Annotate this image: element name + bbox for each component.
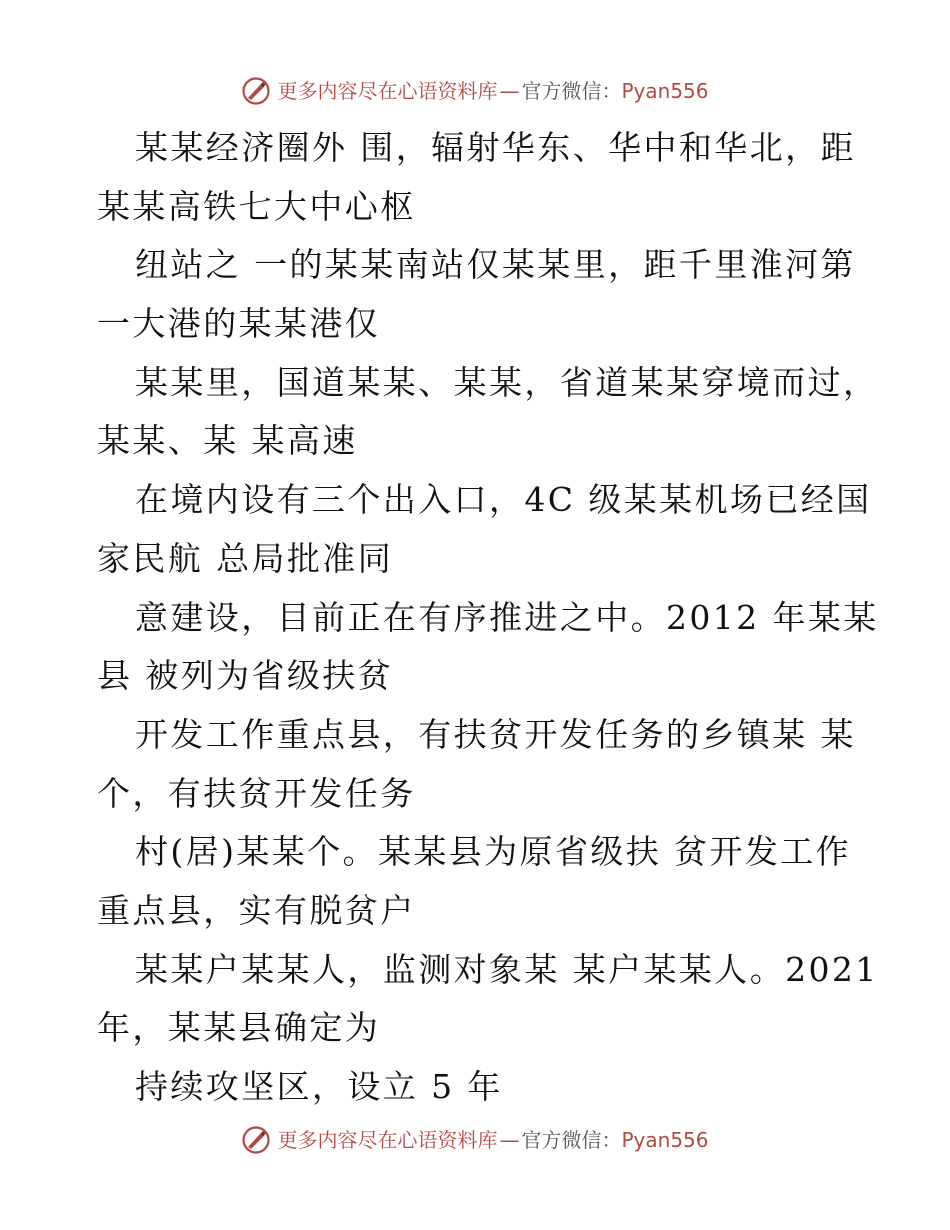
body-text-line: 家民航 总局批准同 (97, 538, 394, 578)
body-text-line: 开发工作重点县，有扶贫开发任务的乡镇某 某 (135, 714, 856, 754)
document-body (97, 119, 879, 1117)
pen-logo-icon (241, 1125, 271, 1155)
body-text-line: 某某经济圈外 围，辐射华东、华中和华北，距 (135, 128, 856, 167)
header-separator: — (499, 79, 520, 103)
body-text-line: 某某高铁七大中心枢 (97, 186, 416, 226)
footer-site-text: 更多内容尽在心语资料库 (277, 1128, 498, 1152)
header-wechat-id: Pyan556 (621, 79, 709, 103)
footer-separator: — (499, 1128, 520, 1152)
body-text-line: 县 被列为省级扶贫 (97, 656, 394, 696)
pen-logo-icon (241, 76, 271, 106)
body-text-line: 年，某某县确定为 (97, 1008, 381, 1048)
footer-banner (0, 1125, 950, 1155)
header-banner (0, 76, 950, 106)
footer-wechat-id: Pyan556 (621, 1128, 709, 1152)
body-text-line: 某某里，国道某某、某某，省道某某穿境而过， (135, 362, 879, 402)
body-text-line: 意建设，目前正在有序推进之中。2012 年某某 (135, 597, 879, 637)
body-text-line: 村(居)某某个。某某县为原省级扶 贫开发工作 (135, 832, 852, 872)
body-text-line: 在境内设有三个出入口，4C 级某某机场已经国 (135, 480, 872, 520)
header-wechat-label: 官方微信： (521, 79, 622, 103)
body-text-line: 个，有扶贫开发任务 (97, 773, 416, 813)
body-text-line: 一大港的某某港仅 (97, 304, 381, 344)
header-site-text: 更多内容尽在心语资料库 (277, 79, 498, 103)
body-text-line: 某某户某某人，监测对象某 某户某某人。2021 (135, 949, 879, 989)
body-text-line: 纽站之 一的某某南站仅某某里，距千里淮河第 (135, 245, 856, 285)
body-text-line: 持续攻坚区，设立 5 年 (135, 1067, 503, 1106)
footer-wechat-label: 官方微信： (521, 1128, 622, 1152)
body-text-line: 某某、某 某高速 (97, 421, 358, 461)
body-text-line: 重点县，实有脱贫户 (97, 890, 416, 930)
